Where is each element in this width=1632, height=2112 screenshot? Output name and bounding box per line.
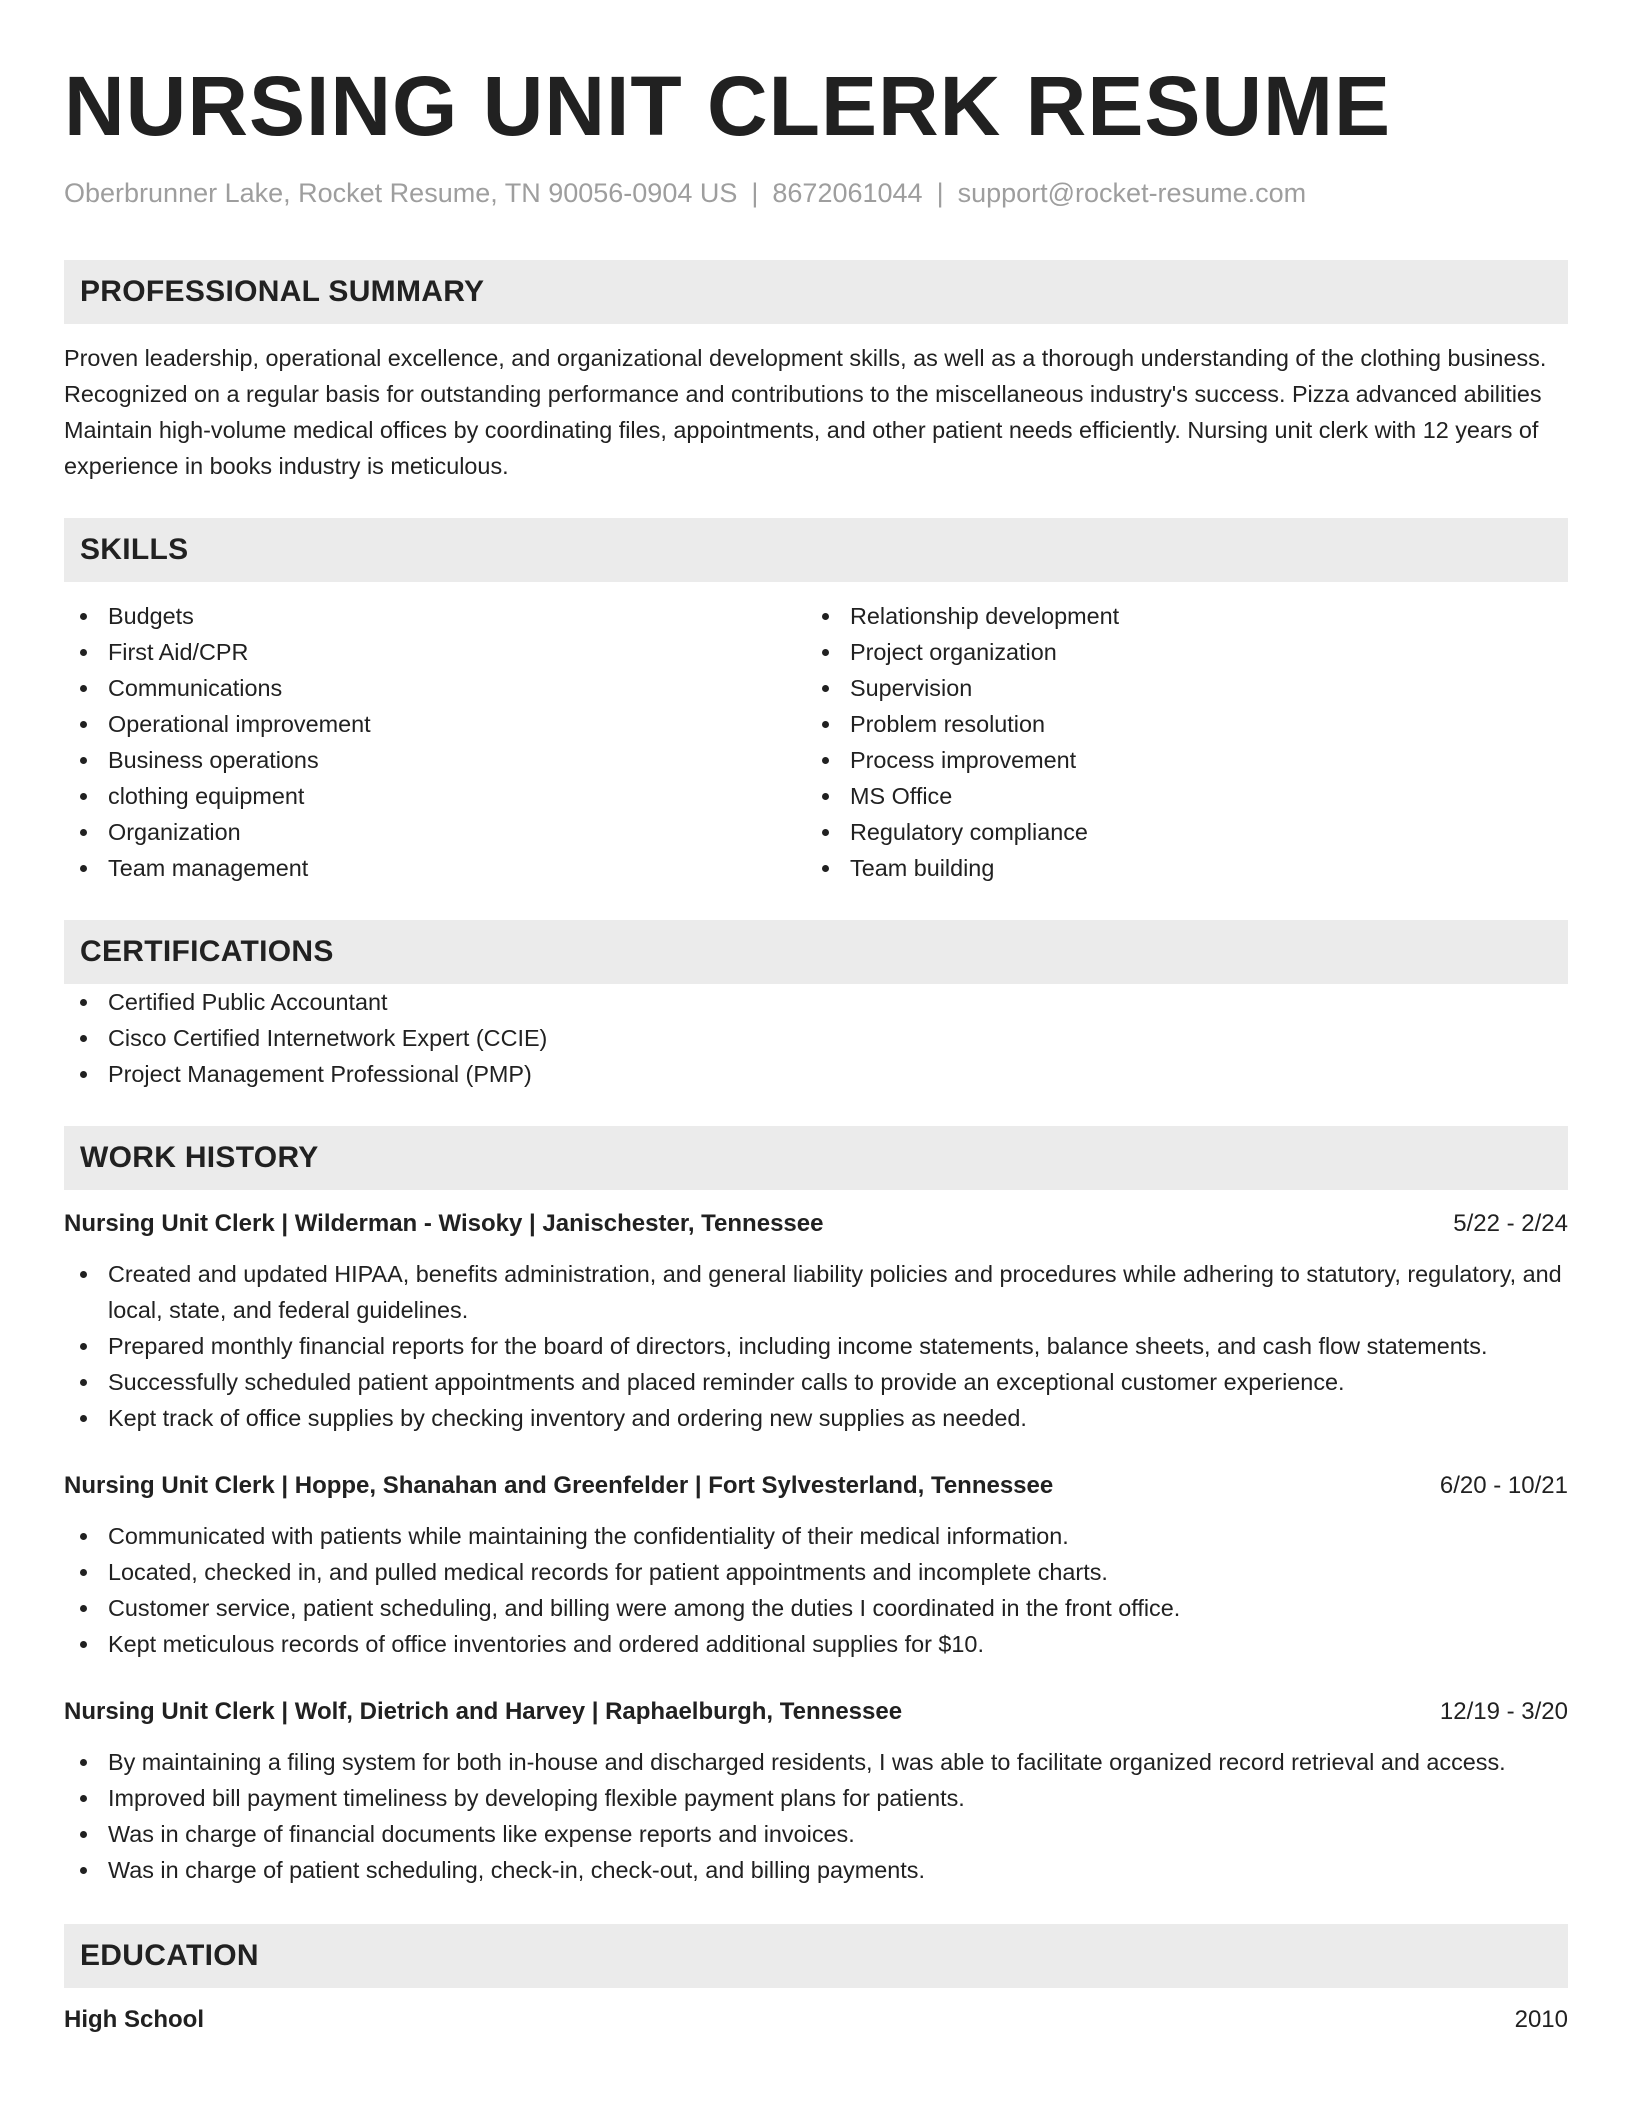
skill-item: Team building — [806, 850, 1548, 886]
skill-item: Relationship development — [806, 598, 1548, 634]
skill-item: Business operations — [64, 742, 806, 778]
section-heading-skills: SKILLS — [64, 518, 1568, 582]
job-dates: 12/19 - 3/20 — [1439, 1698, 1568, 1725]
resume-title: NURSING UNIT CLERK RESUME — [64, 59, 1392, 153]
skills-column-right — [806, 598, 1548, 886]
job-header — [64, 1462, 1568, 1510]
skill-item: Supervision — [806, 670, 1548, 706]
skill-item: First Aid/CPR — [64, 634, 806, 670]
education-entry — [64, 2002, 1568, 2038]
job-dates: 6/20 - 10/21 — [1439, 1472, 1568, 1499]
job-entry — [64, 1688, 1568, 1888]
contact-line — [64, 176, 1568, 210]
job-duty: Was in charge of financial documents like expense reports and invoices. — [64, 1816, 1568, 1852]
skill-item: Project organization — [806, 634, 1548, 670]
skill-item: Process improvement — [806, 742, 1548, 778]
contact-address: Oberbrunner Lake, Rocket Resume, TN 90056-0904 US — [64, 178, 738, 208]
contact-separator: | — [751, 178, 759, 208]
certifications-list — [64, 984, 1568, 1092]
skills-column-left — [64, 598, 806, 886]
job-entry — [64, 1200, 1568, 1436]
job-header — [64, 1688, 1568, 1736]
skill-item: MS Office — [806, 778, 1548, 814]
job-title: Nursing Unit Clerk | Wilderman - Wisoky | Janischester, Tennessee — [64, 1210, 824, 1237]
job-header — [64, 1200, 1568, 1248]
skill-item: Budgets — [64, 598, 806, 634]
job-duties — [64, 1256, 1568, 1436]
job-duty: Kept meticulous records of office inventories and ordered additional supplies for $10. — [64, 1626, 1568, 1662]
contact-separator: | — [936, 178, 944, 208]
skill-item: Regulatory compliance — [806, 814, 1548, 850]
job-duty: Located, checked in, and pulled medical records for patient appointments and incomplete charts. — [64, 1554, 1568, 1590]
job-duties — [64, 1744, 1568, 1888]
job-duty: Prepared monthly financial reports for the board of directors, including income statements, balance sheets, and cash flow statements. — [64, 1328, 1568, 1364]
certification-item: Cisco Certified Internetwork Expert (CCIE) — [64, 1020, 1568, 1056]
skill-item: clothing equipment — [64, 778, 806, 814]
skill-item: Problem resolution — [806, 706, 1548, 742]
contact-phone: 8672061044 — [772, 178, 923, 208]
skill-item: Organization — [64, 814, 806, 850]
job-duty: Kept track of office supplies by checking inventory and ordering new supplies as needed. — [64, 1400, 1568, 1436]
job-title: Nursing Unit Clerk | Hoppe, Shanahan and Greenfelder | Fort Sylvesterland, Tennessee — [64, 1472, 1054, 1499]
job-duty: Customer service, patient scheduling, and billing were among the duties I coordinated in the front office. — [64, 1590, 1568, 1626]
job-duty: By maintaining a filing system for both in-house and discharged residents, I was able to facilitate organized record retrieval and access. — [64, 1744, 1568, 1780]
certification-item: Certified Public Accountant — [64, 984, 1568, 1020]
skill-item: Team management — [64, 850, 806, 886]
skill-item: Operational improvement — [64, 706, 806, 742]
skill-item: Communications — [64, 670, 806, 706]
education-degree: High School — [64, 2006, 204, 2033]
certification-item: Project Management Professional (PMP) — [64, 1056, 1568, 1092]
job-entry — [64, 1462, 1568, 1662]
section-heading-summary: PROFESSIONAL SUMMARY — [64, 260, 1568, 324]
section-heading-education: EDUCATION — [64, 1924, 1568, 1988]
job-duty: Improved bill payment timeliness by developing flexible payment plans for patients. — [64, 1780, 1568, 1816]
section-heading-work-history: WORK HISTORY — [64, 1126, 1568, 1190]
job-duty: Communicated with patients while maintaining the confidentiality of their medical information. — [64, 1518, 1568, 1554]
job-duty: Successfully scheduled patient appointments and placed reminder calls to provide an exceptional customer experience. — [64, 1364, 1568, 1400]
job-title: Nursing Unit Clerk | Wolf, Dietrich and Harvey | Raphaelburgh, Tennessee — [64, 1698, 903, 1725]
section-heading-certifications: CERTIFICATIONS — [64, 920, 1568, 984]
education-year: 2010 — [1514, 2006, 1568, 2033]
contact-email: support@rocket-resume.com — [957, 178, 1307, 208]
summary-text: Proven leadership, operational excellence, and organizational development skills, as well as a thorough understanding of the clothing business. Recognized on a regular basis for outstanding performance and contributions to the miscellaneous industry's success. Pizza advanced abilities Maintain high-volume medical offices by coordinating files, appointments, and other patient needs efficiently. Nursing unit clerk with 12 years of experience in books industry is meticulous. — [64, 345, 1547, 479]
job-duty: Was in charge of patient scheduling, check-in, check-out, and billing payments. — [64, 1852, 1568, 1888]
skills-list — [64, 598, 1568, 886]
job-duty: Created and updated HIPAA, benefits administration, and general liability policies and procedures while adhering to statutory, regulatory, and local, state, and federal guidelines. — [64, 1256, 1568, 1328]
job-duties — [64, 1518, 1568, 1662]
job-dates: 5/22 - 2/24 — [1453, 1210, 1568, 1237]
